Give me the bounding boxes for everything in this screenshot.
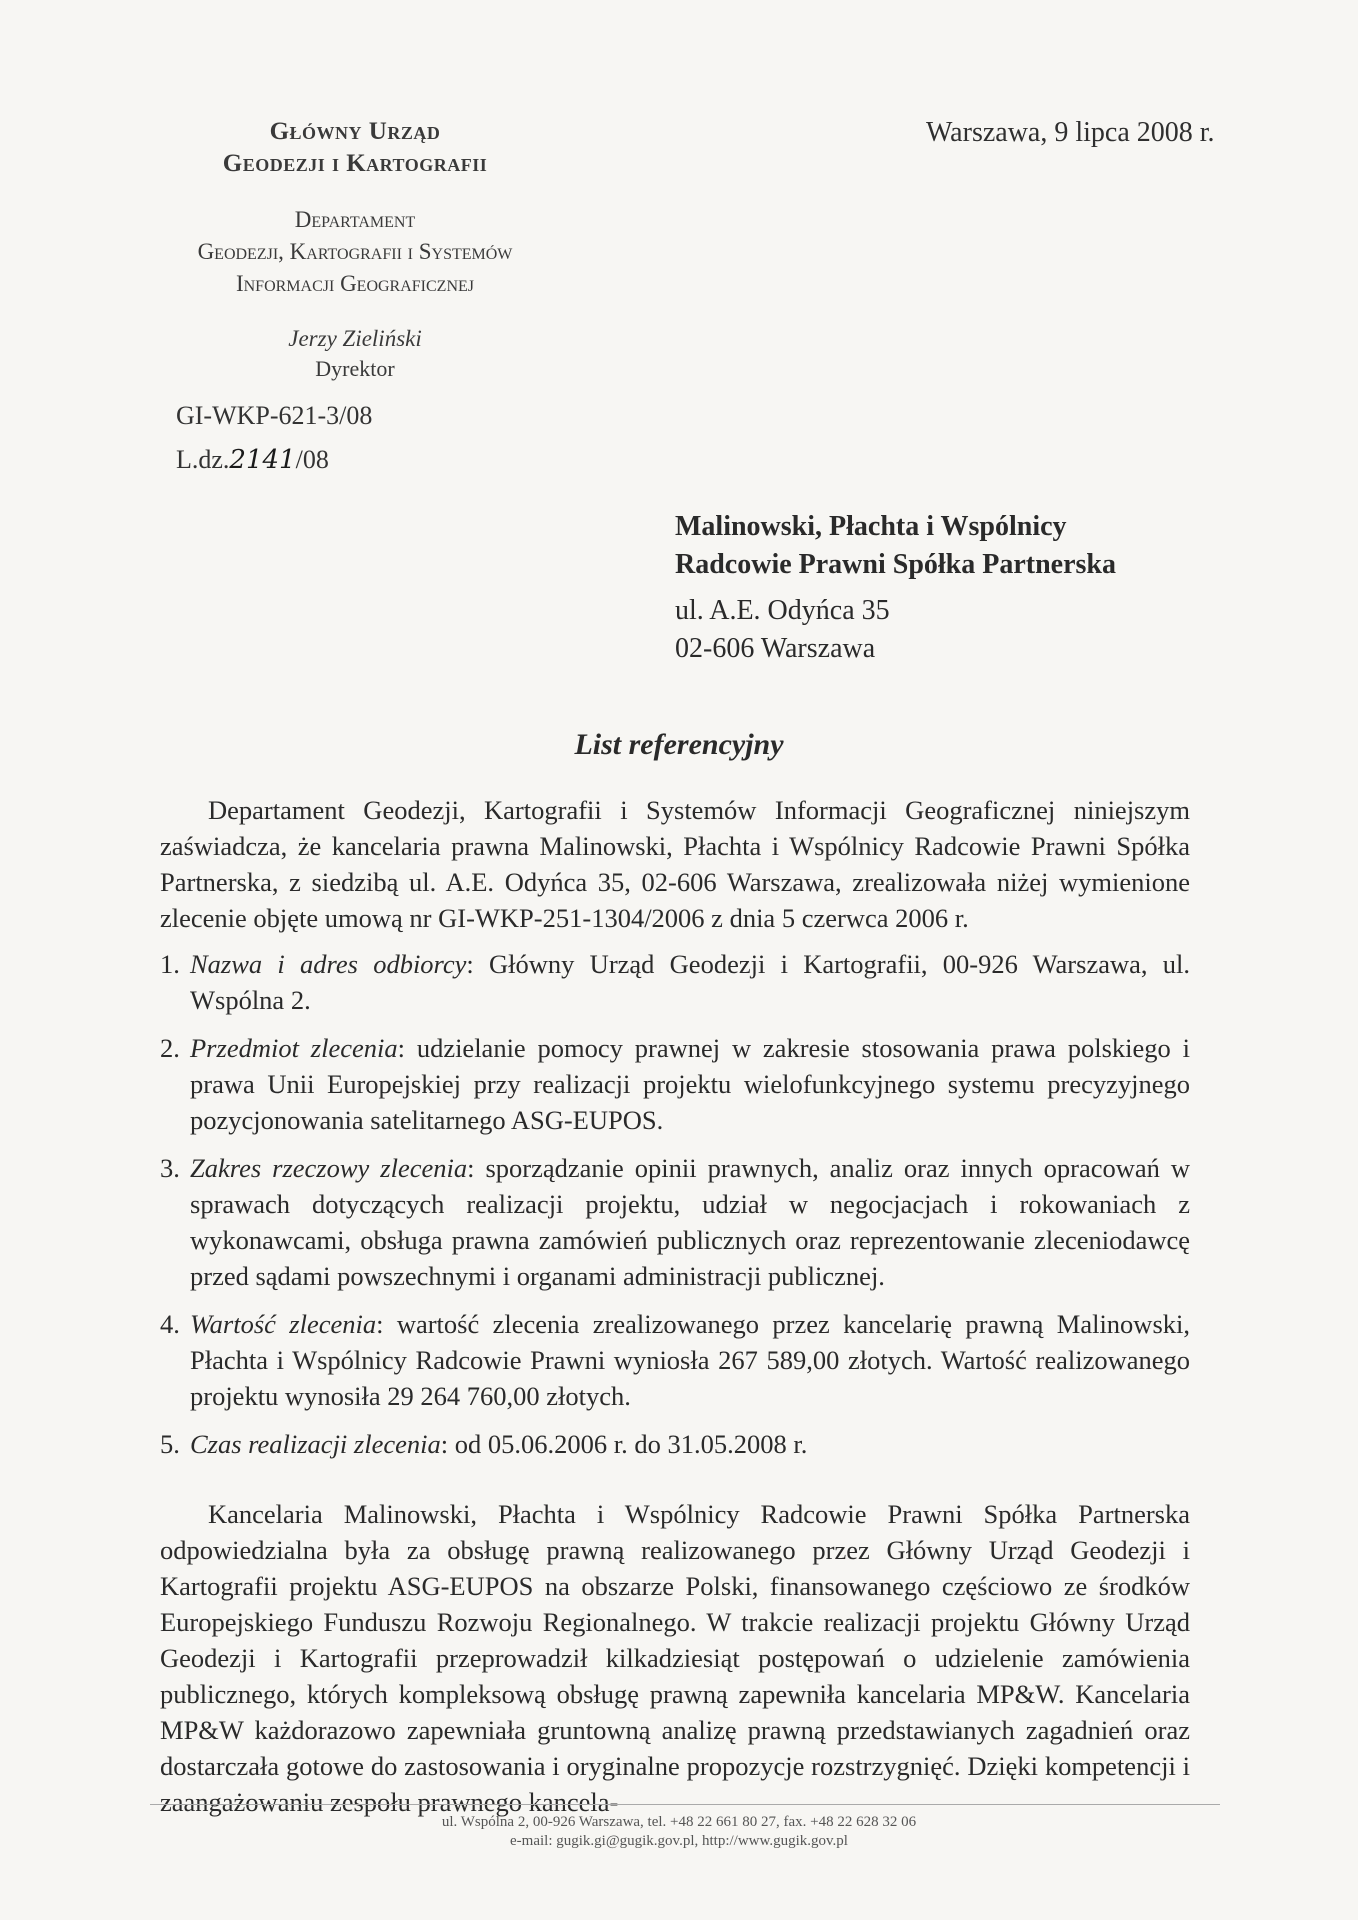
item-label: Nazwa i adres odbiorcy xyxy=(190,949,467,979)
department-line: Informacji Geograficznej xyxy=(235,271,475,296)
sender-block xyxy=(150,116,560,384)
institution-name-line1: Główny Urząd xyxy=(269,118,441,145)
item-number: 4. xyxy=(160,1309,180,1339)
item-text: : sporządzanie opinii prawnych, analiz oraz innych opracowań w sprawach dotyczących realizacji projektu, udział w negocjacjach i rokowaniach z wykonawcami, obsługa prawna zamówień publicznych oraz reprezentowanie zleceniodawcę przed sądami powszechnymi i organami administracji publicznej. xyxy=(190,1153,1190,1291)
ldz-suffix: /08 xyxy=(295,445,329,474)
list-item xyxy=(160,1306,1190,1414)
item-text: : od 05.06.2006 r. do 31.05.2008 r. xyxy=(440,1429,808,1459)
list-item xyxy=(160,1030,1190,1138)
ldz-handwritten-number: 2141 xyxy=(229,445,296,475)
item-label: Przedmiot zlecenia xyxy=(190,1033,398,1063)
order-details-list xyxy=(160,946,1190,1462)
item-text: : Główny Urząd Geodezji i Kartografii, 00-926 Warszawa, ul. Wspólna 2. xyxy=(190,949,1190,1015)
department-line: Departament xyxy=(294,207,416,232)
ldz-prefix: L.dz. xyxy=(176,445,230,474)
item-label: Czas realizacji zlecenia xyxy=(190,1429,441,1459)
institution-name-line2: Geodezji i Kartografii xyxy=(222,150,488,177)
department-name xyxy=(150,204,560,300)
item-label: Wartość zlecenia xyxy=(190,1309,377,1339)
closing-paragraph: Kancelaria Malinowski, Płachta i Wspólnicy Radcowie Prawni Spółka Partnerska odpowiedzialna była za obsługę prawną realizowanego przez Główny Urząd Geodezji i Kartografii projektu ASG-EUPOS na obszarze Polski, finansowanego częściowo ze środków Europejskiego Funduszu Rozwoju Regionalnego. W trakcie realizacji projektu Główny Urząd Geodezji i Kartografii przeprowadził kilkadziesiąt postępowań o udzielenie zamówienia publicznego, których kompleksową obsługę prawną zapewniła kancelaria MP&W. Kancelaria MP&W każdorazowo zapewniała gruntowną analizę prawną przedstawianych zagadnień oraz dostarczała gotowe do zastosowania i oryginalne propozycje rozstrzygnięć. Dzięki kompetencji i zaangażowaniu zespołu prawnego kancela- xyxy=(160,1499,1190,1817)
item-text: : wartość zlecenia zrealizowanego przez kancelarię prawną Malinowski, Płachta i Wspólnicy Radcowie Prawni wyniosła 267 589,00 złotych. Wartość realizowanego projektu wynosiła 29 264 760,00 złotych. xyxy=(190,1309,1190,1411)
department-line: Geodezji, Kartografii i Systemów xyxy=(197,239,513,264)
recipient-firm: Radcowie Prawni Spółka Partnerska xyxy=(675,549,1116,580)
recipient-street: ul. A.E. Odyńca 35 xyxy=(675,595,890,626)
intro-paragraph: Departament Geodezji, Kartografii i Systemów Informacji Geograficznej niniejszym zaświadcza, że kancelaria prawna Malinowski, Płachta i Wspólnicy Radcowie Prawni Spółka Partnerska, z siedzibą ul. A.E. Odyńca 35, 02-606 Warszawa, zrealizowała niżej wymienione zlecenie objęte umową nr GI-WKP-251-1304/2006 z dnia 5 czerwca 2006 r. xyxy=(160,795,1190,933)
footer xyxy=(0,1813,1358,1851)
item-number: 3. xyxy=(160,1153,180,1183)
item-number: 5. xyxy=(160,1429,180,1459)
document-title: List referencyjny xyxy=(574,728,784,761)
letter-date: Warszawa, 9 lipca 2008 r. xyxy=(926,117,1215,148)
item-number: 2. xyxy=(160,1033,180,1063)
recipient-address xyxy=(675,508,1116,668)
footer-divider xyxy=(150,1804,1220,1805)
footer-address: ul. Wspólna 2, 00-926 Warszawa, tel. +48 22 661 80 27, fax. +48 22 628 32 06 xyxy=(441,1814,917,1830)
recipient-name: Malinowski, Płachta i Wspólnicy xyxy=(675,511,1067,542)
reference-block xyxy=(176,394,372,482)
director-title: Dyrektor xyxy=(315,356,395,381)
director-name: Jerzy Zieliński xyxy=(288,326,422,351)
recipient-city: 02-606 Warszawa xyxy=(675,633,876,664)
case-number: GI-WKP-621-3/08 xyxy=(176,401,373,430)
list-item xyxy=(160,1426,1190,1462)
letter-body xyxy=(160,792,1190,1820)
list-item xyxy=(160,1150,1190,1294)
item-text: : udzielanie pomocy prawnej w zakresie stosowania prawa polskiego i prawa Unii Europejskiej przy realizacji projektu wielofunkcyjnego systemu precyzyjnego pozycjonowania satelitarnego ASG-EUPOS. xyxy=(190,1033,1190,1135)
item-label: Zakres rzeczowy zlecenia xyxy=(190,1153,468,1183)
item-number: 1. xyxy=(160,949,180,979)
footer-contact: e-mail: gugik.gi@gugik.gov.pl, http://www.gugik.gov.pl xyxy=(510,1833,848,1849)
list-item xyxy=(160,946,1190,1018)
ldz-number xyxy=(176,438,372,482)
